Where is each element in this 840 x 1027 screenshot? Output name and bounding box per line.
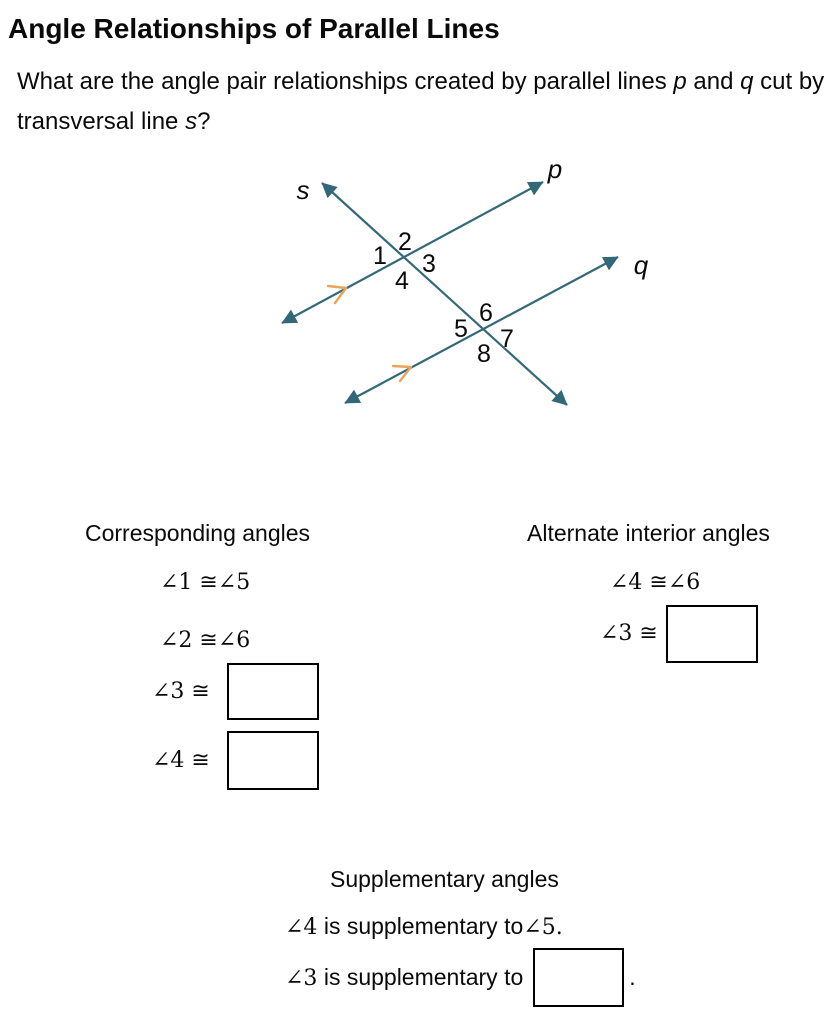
corresponding-row-4-label: ∠4 ≅ — [152, 747, 210, 773]
label-line-q: q — [633, 250, 649, 280]
question-line-1: What are the angle pair relationships created by parallel lines p and q cut by — [17, 68, 825, 95]
angle-label-1: 1 — [373, 242, 387, 270]
supplementary-row-2 — [285, 948, 636, 1007]
line-s-reference: s — [185, 108, 198, 135]
corresponding-row-4 — [152, 731, 319, 790]
corresponding-answer-box-3[interactable] — [227, 663, 319, 720]
corresponding-row-3-label: ∠3 ≅ — [152, 678, 210, 704]
corresponding-row-3 — [152, 663, 319, 720]
angle-label-5: 5 — [454, 315, 468, 343]
alternate-row-1: ∠4 ≅∠6 — [610, 570, 701, 595]
angle-label-2: 2 — [398, 228, 412, 256]
alternate-answer-box[interactable] — [666, 605, 758, 663]
corresponding-answer-box-4[interactable] — [227, 731, 319, 790]
angle-label-3: 3 — [422, 250, 436, 278]
angle-label-7: 7 — [500, 325, 514, 353]
supplementary-answer-box[interactable] — [533, 948, 624, 1007]
corresponding-heading: Corresponding angles — [85, 520, 311, 546]
line-q-reference: q — [740, 68, 754, 95]
angle-label-8: 8 — [477, 340, 491, 368]
question-text — [17, 62, 824, 142]
angle-label-6: 6 — [479, 299, 493, 327]
alternate-row-2-label: ∠3 ≅ — [600, 621, 658, 646]
line-p-reference: p — [673, 68, 687, 95]
question-line-2: transversal line s? — [17, 108, 211, 135]
supplementary-row-2-period: . — [629, 964, 636, 990]
label-line-s: s — [296, 175, 310, 205]
angle-label-4: 4 — [395, 267, 409, 295]
line-p — [282, 182, 543, 323]
supplementary-row-1: ∠4 is supplementary to∠5. — [285, 913, 563, 940]
line-s — [322, 183, 567, 405]
line-q — [345, 257, 618, 403]
corresponding-row-2: ∠2 ≅∠6 — [160, 628, 251, 653]
parallel-lines-diagram — [260, 150, 680, 420]
alternate-row-2 — [600, 605, 758, 663]
corresponding-row-1: ∠1 ≅∠5 — [160, 570, 251, 595]
supplementary-heading: Supplementary angles — [330, 866, 559, 892]
page-title: Angle Relationships of Parallel Lines — [8, 13, 500, 44]
label-line-p: p — [547, 154, 563, 184]
supplementary-row-2-label: ∠3 is supplementary to — [285, 963, 524, 991]
alternate-heading: Alternate interior angles — [527, 520, 770, 546]
